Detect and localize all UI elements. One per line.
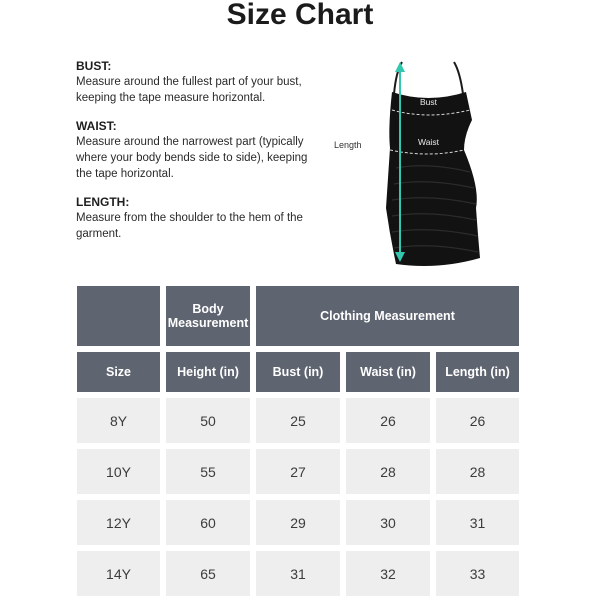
waist-cell: 28	[346, 449, 430, 494]
height-cell: 50	[166, 398, 250, 443]
length-label: Length	[334, 140, 362, 150]
length-cell: 26	[436, 398, 519, 443]
size-cell: 8Y	[77, 398, 160, 443]
waist-cell: 32	[346, 551, 430, 596]
waist-text: Measure around the narrowest part (typically where your body bends side to side), keeping the tape horizontal.	[76, 136, 308, 180]
page-title: Size Chart	[226, 0, 374, 31]
dress-illustration	[330, 58, 500, 268]
waist-heading: WAIST:	[76, 119, 117, 133]
height-cell: 55	[166, 449, 250, 494]
height-cell: 60	[166, 500, 250, 545]
size-cell: 10Y	[77, 449, 160, 494]
waist-instruction	[76, 118, 316, 182]
right-strap	[454, 62, 463, 94]
table-row	[77, 500, 519, 545]
length-cell: 33	[436, 551, 519, 596]
table-row	[77, 551, 519, 596]
length-cell: 31	[436, 500, 519, 545]
bust-heading: BUST:	[76, 59, 112, 73]
length-cell: 28	[436, 449, 519, 494]
length-text: Measure from the shoulder to the hem of the garment.	[76, 212, 303, 240]
body-measurement-header: Body Measurement	[166, 286, 250, 346]
bust-cell: 27	[256, 449, 340, 494]
group-header-row	[77, 286, 519, 346]
dress-diagram	[330, 58, 500, 268]
bust-cell: 25	[256, 398, 340, 443]
length-instruction	[76, 194, 316, 242]
bust-label: Bust	[420, 97, 438, 107]
waist-cell: 26	[346, 398, 430, 443]
measurement-instructions	[76, 58, 316, 254]
column-header-size: Size	[77, 352, 160, 392]
bust-text: Measure around the fullest part of your bust, keeping the tape measure horizontal.	[76, 76, 302, 104]
empty-header-cell	[77, 286, 160, 346]
bust-cell: 29	[256, 500, 340, 545]
column-header-bust: Bust (in)	[256, 352, 340, 392]
waist-label: Waist	[418, 137, 439, 147]
length-arrow-top	[395, 62, 405, 72]
column-header-height: Height (in)	[166, 352, 250, 392]
waist-cell: 30	[346, 500, 430, 545]
bust-instruction	[76, 58, 316, 106]
size-cell: 14Y	[77, 551, 160, 596]
clothing-measurement-header: Clothing Measurement	[256, 286, 519, 346]
column-header-row	[77, 352, 519, 392]
length-heading: LENGTH:	[76, 195, 130, 209]
column-header-length: Length (in)	[436, 352, 519, 392]
bust-cell: 31	[256, 551, 340, 596]
table-row	[77, 449, 519, 494]
height-cell: 65	[166, 551, 250, 596]
column-header-waist: Waist (in)	[346, 352, 430, 392]
size-table	[71, 280, 525, 602]
table-row	[77, 398, 519, 443]
size-cell: 12Y	[77, 500, 160, 545]
